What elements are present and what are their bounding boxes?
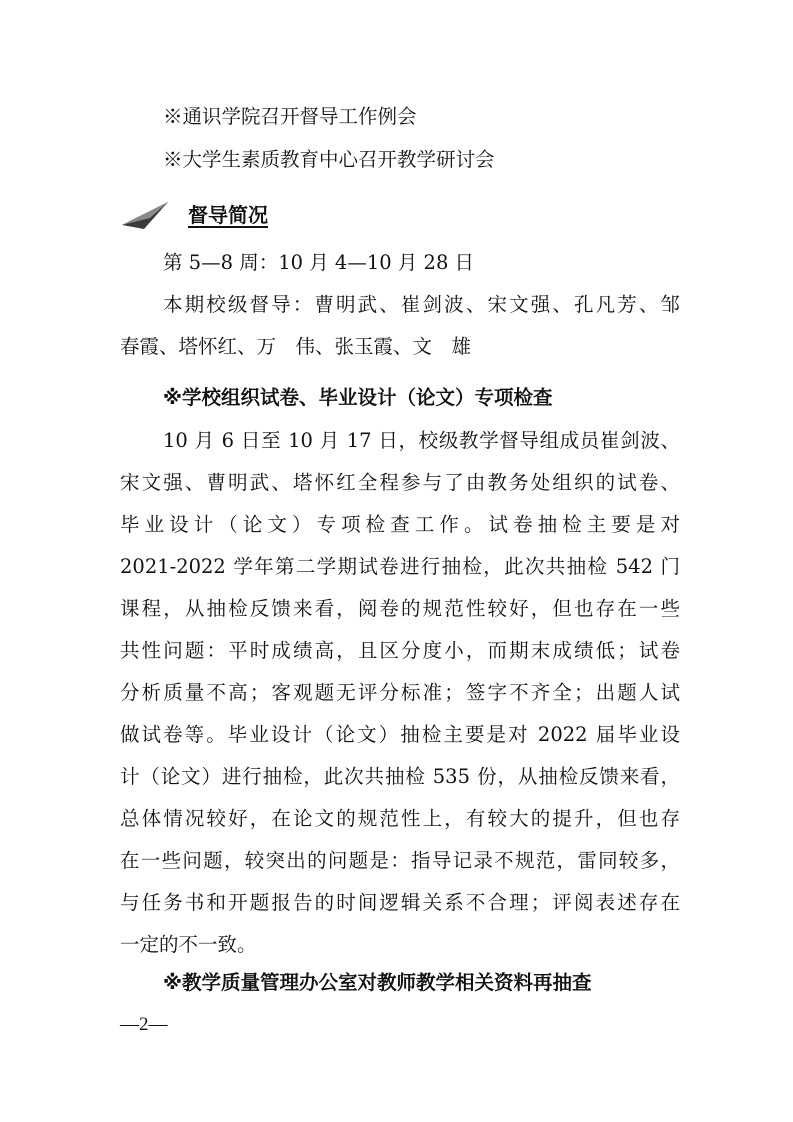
- article-1-line: 计（论文）进行抽检，此次共抽检 535 份，从抽检反馈来看，: [120, 765, 680, 788]
- article-2-heading: ※教学质量管理办公室对教师教学相关资料再抽查: [163, 971, 592, 994]
- article-1-line: 2021-2022 学年第二学期试卷进行抽检，此次共抽检 542 门: [120, 555, 680, 578]
- article-1-line: 10 月 6 日至 10 月 17 日，校级教学督导组成员崔剑波、: [163, 429, 680, 452]
- supervisors-line-2: 春霞、塔怀红、万 伟、张玉霞、文 雄: [120, 335, 472, 358]
- supervisors-line-1: 本期校级督导：曹明武、崔剑波、宋文强、孔凡芳、邹: [163, 293, 680, 316]
- article-1-line: 课程，从抽检反馈来看，阅卷的规范性较好，但也存在一些: [120, 597, 680, 620]
- article-1-line: 毕业设计（论文）专项检查工作。试卷抽检主要是对: [120, 513, 680, 536]
- contents-item-1: ※通识学院召开督导工作例会: [163, 105, 417, 128]
- article-1-line: 一定的不一致。: [120, 933, 257, 956]
- page-number: —2—: [120, 1014, 168, 1035]
- article-1-line: 宋文强、曹明武、塔怀红全程参与了由教务处组织的试卷、: [120, 471, 680, 494]
- article-1-line: 做试卷等。毕业设计（论文）抽检主要是对 2022 届毕业设: [120, 723, 680, 746]
- paper-plane-icon: [120, 198, 170, 232]
- contents-item-2: ※大学生素质教育中心召开教学研讨会: [163, 148, 495, 171]
- section-heading: [120, 196, 420, 236]
- article-1-line: 总体情况较好，在论文的规范性上，有较大的提升，但也存: [120, 807, 680, 830]
- article-1-heading: ※学校组织试卷、毕业设计（论文）专项检查: [163, 386, 553, 409]
- article-1-line: 共性问题：平时成绩高，且区分度小，而期末成绩低；试卷: [120, 639, 680, 662]
- article-1-line: 分析质量不高；客观题无评分标准；签字不齐全；出题人试: [120, 681, 680, 704]
- period-line: 第 5—8 周：10 月 4—10 月 28 日: [163, 251, 475, 274]
- article-1-line: 与任务书和开题报告的时间逻辑关系不合理；评阅表述存在: [120, 891, 680, 914]
- article-1-line: 在一些问题，较突出的问题是：指导记录不规范，雷同较多，: [120, 849, 680, 872]
- section-title: 督导简况: [188, 203, 268, 227]
